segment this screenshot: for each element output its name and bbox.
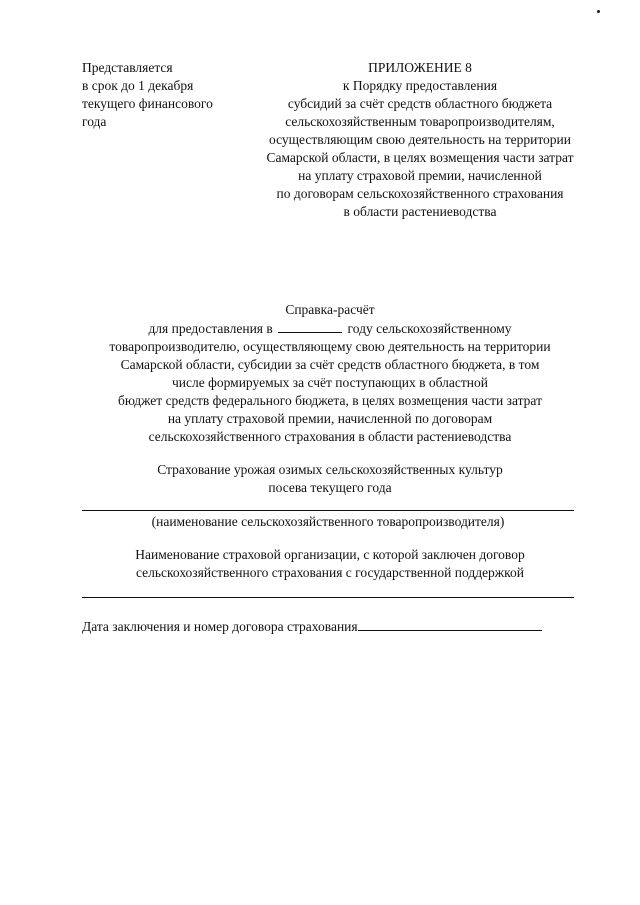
appendix-line: субсидий за счёт средств областного бюджета [287,96,553,111]
submission-note-line: текущего финансового [82,96,213,111]
appendix-line: по договорам сельскохозяйственного страхования [276,186,564,201]
contract-date-number-row [82,617,582,636]
contract-date-number-field[interactable] [358,617,542,631]
insurer-heading-line: сельскохозяйственного страхования с государственной поддержкой [136,565,524,580]
appendix-line: на уплату страховой премии, начисленной [298,168,542,183]
producer-name-field[interactable] [82,510,574,511]
form-heading-line: сельскохозяйственного страхования в области растениеводства [148,429,512,444]
submission-deadline-note [82,59,252,131]
insurance-type-line: посева текущего года [268,480,392,495]
scan-speck [597,10,600,13]
form-heading-line: товаропроизводителю, осуществляющему свою деятельность на территории [109,339,551,354]
submission-note-line: Представляется [82,60,173,75]
form-heading-line: бюджет средств федерального бюджета, в целях возмещения части затрат [118,393,542,408]
appendix-title: ПРИЛОЖЕНИЕ 8 [368,60,472,75]
form-heading-line: на уплату страховой премии, начисленной по договорам [167,411,493,426]
appendix-line: осуществляющим свою деятельность на территории [269,132,571,147]
appendix-line: Самарской области, в целях возмещения части затрат [266,150,574,165]
contract-date-number-label: Дата заключения и номер договора страхования [82,619,358,634]
form-heading [60,301,600,497]
insurer-name-field[interactable] [82,597,574,598]
form-year-line-start: для предоставления в [148,321,273,336]
submission-note-line: года [82,114,107,129]
form-title: Справка-расчёт [285,302,375,317]
appendix-line: в области растениеводства [343,204,497,219]
appendix-line: к Порядку предоставления [342,78,498,93]
appendix-line: сельскохозяйственным товаропроизводителям, [285,114,555,129]
insurance-type-line: Страхование урожая озимых сельскохозяйственных культур [157,462,503,477]
form-year-line-end: году сельскохозяйственному [347,321,512,336]
appendix-header [240,59,600,221]
insurer-heading-line: Наименование страховой организации, с которой заключен договор [135,547,525,562]
producer-name-caption: (наименование сельскохозяйственного товаропроизводителя) [151,514,505,529]
submission-note-line: в срок до 1 декабря [82,78,194,93]
form-heading-line: числе формируемых за счёт поступающих в областной [172,375,488,390]
year-blank-field[interactable] [278,319,342,333]
form-heading-line: Самарской области, субсидии за счёт средств областного бюджета, в том [120,357,540,372]
form-year-line [60,319,600,338]
insurer-heading [60,546,600,582]
